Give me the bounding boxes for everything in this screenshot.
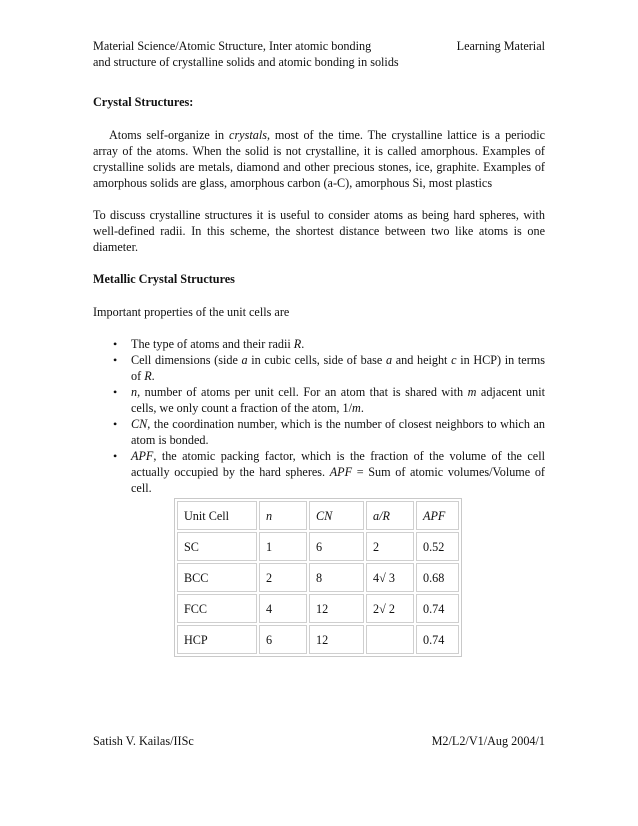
column-header-unit-cell: Unit Cell xyxy=(177,501,257,530)
column-header-n: n xyxy=(259,501,307,530)
table-cell: 0.68 xyxy=(416,563,459,592)
table-cell: 8 xyxy=(309,563,364,592)
table-cell: 0.74 xyxy=(416,594,459,623)
properties-list xyxy=(93,336,545,496)
section-heading-crystal-structures: Crystal Structures: xyxy=(93,95,194,109)
properties-intro: Important properties of the unit cells are xyxy=(93,305,290,319)
table-cell: 0.74 xyxy=(416,625,459,654)
header-title xyxy=(93,38,423,70)
unit-cell-table xyxy=(174,498,462,657)
table-cell: 4√ 3 xyxy=(366,563,414,592)
list-item: • The type of atoms and their radii R. xyxy=(93,336,545,352)
table-cell: 1 xyxy=(259,532,307,561)
table-cell: 2√ 2 xyxy=(366,594,414,623)
unit-cell-table-wrapper xyxy=(174,498,462,657)
header-title-line1: Material Science/Atomic Structure, Inter atomic bonding xyxy=(93,39,372,53)
footer-author: Satish V. Kailas/IISc xyxy=(93,734,194,748)
footer-document-id: M2/L2/V1/Aug 2004/1 xyxy=(431,734,545,748)
page-header xyxy=(93,38,545,70)
table-cell: SC xyxy=(177,532,257,561)
header-label: Learning Material xyxy=(456,39,545,53)
table-header-row xyxy=(177,501,459,530)
column-header-a-over-r: a/R xyxy=(366,501,414,530)
paragraph-crystals: Atoms self-organize in crystals, most of the time. The crystalline lattice is a periodic array of the atoms. When the solid is not crystalline, it is called amorphous. Examples of crystalline solids are metals, diamond and other precious stones, ice, graphite. Examples of amorphous solids are glass, amorphous carbon (a-C), amorphous Si, most plastics xyxy=(93,128,546,190)
section-heading-metallic: Metallic Crystal Structures xyxy=(93,272,235,286)
list-item: • APF, the atomic packing factor, which is the fraction of the volume of the cell actually occupied by the hard spheres. APF = Sum of atomic volumes/Volume of cell. xyxy=(93,448,545,496)
table-cell: 6 xyxy=(259,625,307,654)
table-cell: 2 xyxy=(366,532,414,561)
table-cell: HCP xyxy=(177,625,257,654)
column-header-apf: APF xyxy=(416,501,459,530)
table-cell: FCC xyxy=(177,594,257,623)
header-title-line2: and structure of crystalline solids and atomic bonding in solids xyxy=(93,55,399,69)
main-content xyxy=(93,94,545,496)
list-item: • CN, the coordination number, which is the number of closest neighbors to which an atom is bonded. xyxy=(93,416,545,448)
table-cell: 4 xyxy=(259,594,307,623)
table-row xyxy=(177,594,459,623)
table-cell: 2 xyxy=(259,563,307,592)
table-cell: 6 xyxy=(309,532,364,561)
paragraph-hard-spheres: To discuss crystalline structures it is useful to consider atoms as being hard spheres, with well-defined radii. In this scheme, the shortest distance between two like atoms is one diameter. xyxy=(93,208,545,254)
page-footer xyxy=(93,733,545,749)
table-cell: 12 xyxy=(309,594,364,623)
list-item: • Cell dimensions (side a in cubic cells, side of base a and height c in HCP) in terms of R. xyxy=(93,352,545,384)
table-row xyxy=(177,563,459,592)
table-row xyxy=(177,625,459,654)
table-cell: 12 xyxy=(309,625,364,654)
table-cell xyxy=(366,625,414,654)
table-cell: BCC xyxy=(177,563,257,592)
table-row xyxy=(177,532,459,561)
table-cell: 0.52 xyxy=(416,532,459,561)
column-header-cn: CN xyxy=(309,501,364,530)
list-item: • n, number of atoms per unit cell. For an atom that is shared with m adjacent unit cells, we only count a fraction of the atom, 1/m. xyxy=(93,384,545,416)
